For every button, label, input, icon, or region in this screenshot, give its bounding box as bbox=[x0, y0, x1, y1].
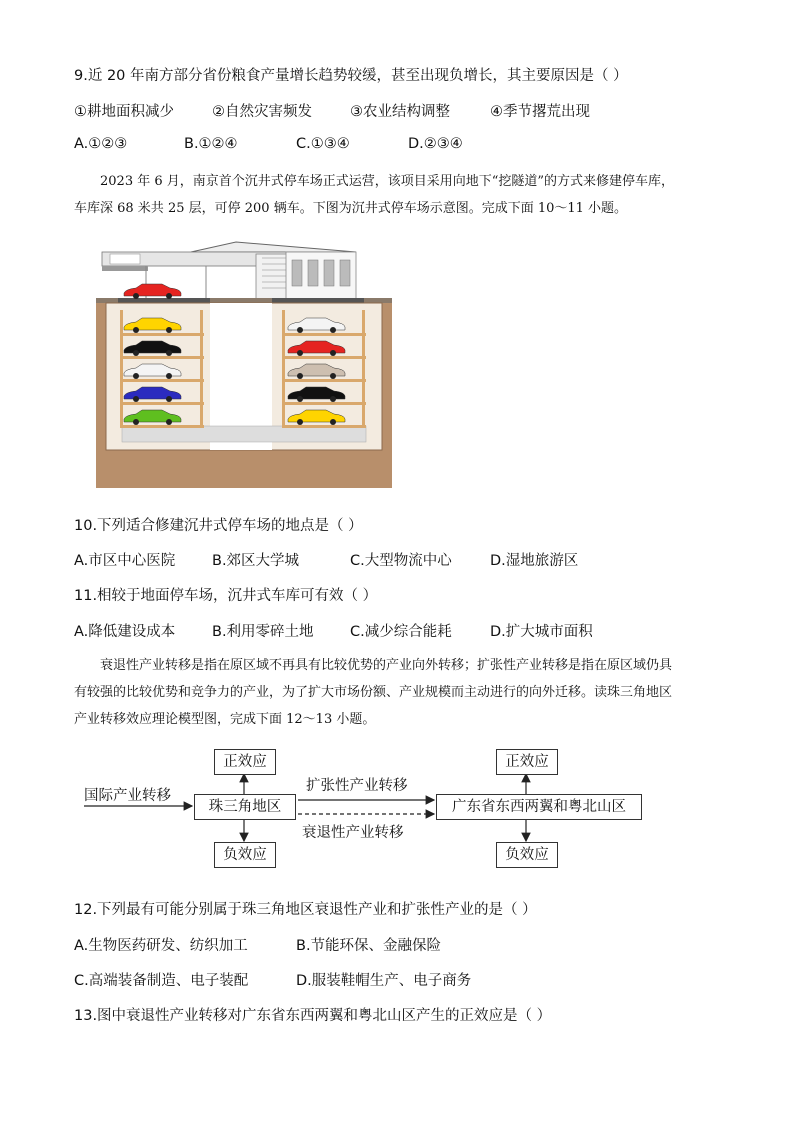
q11-option-a: A.降低建设成本 bbox=[74, 624, 176, 640]
q13-stem: 13.图中衰退性产业转移对广东省东西两翼和粤北山区产生的正效应是（ ） bbox=[74, 1008, 552, 1024]
rack-shelf-right bbox=[282, 379, 366, 382]
q12-stem: 12.下列最有可能分别属于珠三角地区衰退性产业和扩张性产业的是（ ） bbox=[74, 902, 537, 918]
rack-shelf-left bbox=[120, 379, 204, 382]
rack-shelf-right bbox=[282, 402, 366, 405]
car-surface bbox=[124, 284, 181, 299]
q11-option-c: C.减少综合能耗 bbox=[350, 624, 452, 640]
label-expansion-transfer: 扩张性产业转移 bbox=[306, 778, 408, 794]
rack-shelf-right bbox=[282, 356, 366, 359]
box-center-positive: 正效应 bbox=[214, 749, 276, 775]
rack-post bbox=[282, 310, 285, 428]
q9-option-d: D.②③④ bbox=[408, 136, 463, 152]
q11-option-d: D.扩大城市面积 bbox=[490, 624, 593, 640]
box-guangdong-regions: 广东省东西两翼和粤北山区 bbox=[436, 794, 642, 820]
box-right-positive: 正效应 bbox=[496, 749, 558, 775]
intro1-line1: 2023 年 6 月，南京首个沉井式停车场正式运营，该项目采用向地下“挖隧道”的方式来修建停车库， bbox=[100, 174, 675, 189]
rack-shelf-left bbox=[120, 356, 204, 359]
q9-option-c: C.①③④ bbox=[296, 136, 350, 152]
industry-transfer-diagram bbox=[84, 742, 664, 872]
label-international-transfer: 国际产业转移 bbox=[84, 788, 171, 804]
rack-shelf-left bbox=[120, 333, 204, 336]
q10-option-a: A.市区中心医院 bbox=[74, 553, 176, 569]
q9-item-2: ②自然灾害频发 bbox=[212, 104, 312, 120]
q9-option-b: B.①②④ bbox=[184, 136, 238, 152]
q11-option-b: B.利用零碎土地 bbox=[212, 624, 314, 640]
rack-post bbox=[120, 310, 123, 428]
intro1-line2: 车库深 68 米共 25 层，可停 200 辆车。下图为沉井式停车场示意图。完成下面 10～11 小题。 bbox=[74, 201, 628, 216]
q10-option-b: B.郊区大学城 bbox=[212, 553, 300, 569]
label-decline-transfer: 衰退性产业转移 bbox=[302, 825, 404, 841]
q9-stem: 9.近 20 年南方部分省份粮食产量增长趋势较缓，甚至出现负增长，其主要原因是（ ） bbox=[74, 68, 628, 84]
intro2-line2: 有较强的比较优势和竞争力的产业，为了扩大市场份额、产业规模而主动进行的向外迁移。读珠三角地区 bbox=[74, 685, 673, 700]
intro-paragraph-2 bbox=[74, 652, 724, 733]
q10-option-c: C.大型物流中心 bbox=[350, 553, 452, 569]
q9-option-a: A.①②③ bbox=[74, 136, 128, 152]
intro2-line1: 衰退性产业转移是指在原区域不再具有比较优势的产业向外转移；扩张性产业转移是指在原区域仍具 bbox=[100, 658, 673, 673]
q10-option-d: D.湿地旅游区 bbox=[490, 553, 579, 569]
intro2-line3: 产业转移效应理论模型图，完成下面 12～13 小题。 bbox=[74, 712, 376, 727]
box-right-negative: 负效应 bbox=[496, 842, 558, 868]
q9-item-1: ①耕地面积减少 bbox=[74, 104, 174, 120]
rack-shelf-left bbox=[120, 402, 204, 405]
intro-paragraph-1 bbox=[74, 168, 724, 222]
q12-option-b: B.节能环保、金融保险 bbox=[296, 938, 442, 954]
rack-post bbox=[200, 310, 203, 428]
rack-shelf-right bbox=[282, 425, 366, 428]
rack-shelf-left bbox=[120, 425, 204, 428]
box-center-negative: 负效应 bbox=[214, 842, 276, 868]
sinking-well-garage-figure bbox=[96, 240, 392, 490]
q12-option-a: A.生物医药研发、纺织加工 bbox=[74, 938, 248, 954]
q10-stem: 10.下列适合修建沉井式停车场的地点是（ ） bbox=[74, 518, 363, 534]
q12-option-c: C.高端装备制造、电子装配 bbox=[74, 973, 249, 989]
q9-item-4: ④季节撂荒出现 bbox=[490, 104, 590, 120]
box-pearl-river-delta: 珠三角地区 bbox=[194, 794, 296, 820]
shaft-floor bbox=[96, 450, 392, 488]
rack-post bbox=[362, 310, 365, 428]
q9-item-3: ③农业结构调整 bbox=[350, 104, 450, 120]
q12-option-d: D.服装鞋帽生产、电子商务 bbox=[296, 973, 472, 989]
q11-stem: 11.相较于地面停车场，沉井式车库可有效（ ） bbox=[74, 588, 378, 604]
rack-shelf-right bbox=[282, 333, 366, 336]
